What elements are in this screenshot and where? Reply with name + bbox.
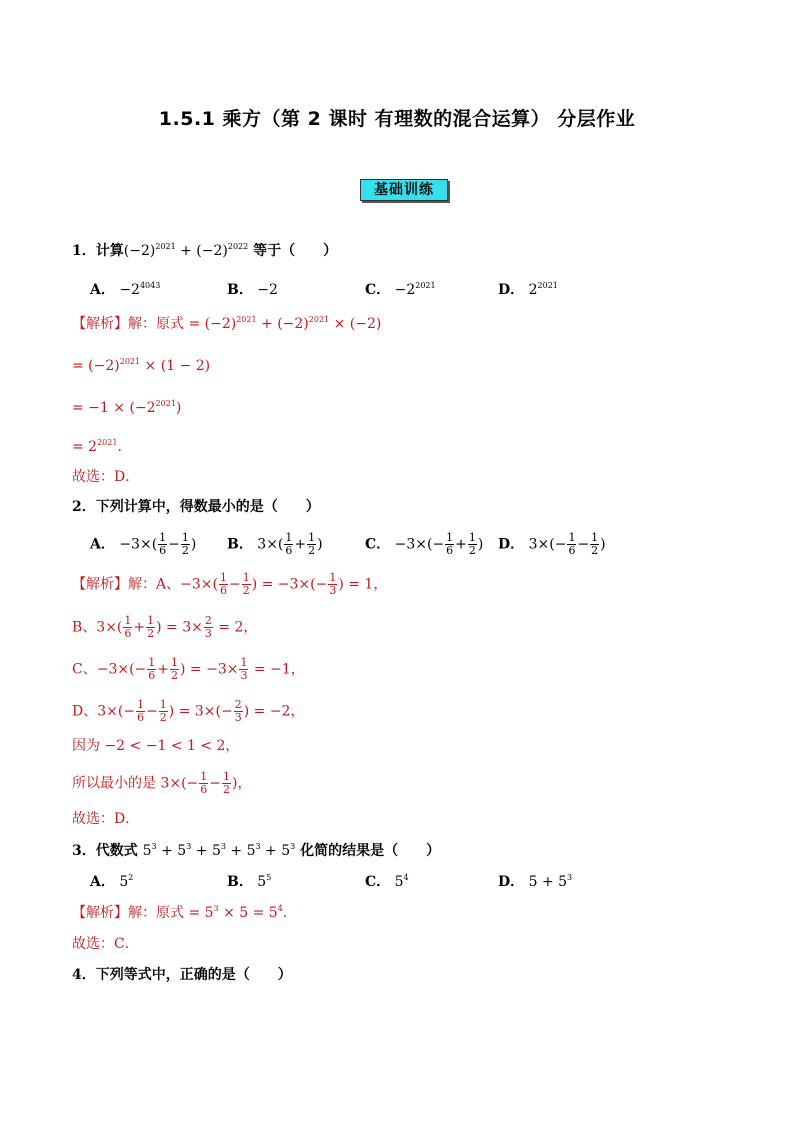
q3-solution: 【解析】解：原式 = $5^3 \times 5 = 5^4$． (72, 904, 297, 921)
page-title: 1.5.1 乘方（第 2 课时 有理数的混合运算） 分层作业 (158, 108, 636, 130)
q1-solution-line-4: = $2^{2021}$. (72, 438, 122, 455)
q3-option-c: C． $5^4$ (365, 873, 409, 890)
q1-option-a: A． $-2^{4043}$ (90, 281, 161, 298)
q1-solution-line-1: 【解析】解：原式 = $(-2)^{2021} + (-2)^{2021} \times (-2)$ (72, 315, 382, 332)
question-4-stem: 4．下列等式中，正确的是（ ） (72, 967, 292, 983)
q2-solution-c: C、−3×(− $\frac{1}{6}$ + $\frac{1}{2}$ ) = −3× $\frac{1}{3}$ = −1， (72, 656, 305, 682)
question-2-stem: 2．下列计算中，得数最小的是（ ） (72, 499, 320, 515)
q1-answer: 故选：D． (72, 469, 140, 485)
solution-tag: 【解析】 (72, 576, 128, 593)
q2-answer: 故选：D． (72, 811, 140, 827)
q2-solution-a: 【解析】解：A、−3×( $\frac{1}{6}$ − $\frac{1}{2}$ ) = −3×(− $\frac{1}{3}$ ) = 1， (72, 571, 388, 597)
solution-tag: 【解析】 (72, 316, 128, 332)
q2-because: 因为 −2 < −1 < 1 < 2， (72, 738, 240, 754)
q3-option-b: B． $5^5$ (227, 873, 272, 890)
q2-option-d: D． 3×(− $\frac{1}{6}$ − $\frac{1}{2}$ ) (498, 531, 606, 557)
question-1-stem: 1．计算$(-2)^{2021} + (-2)^{2022}$ 等于（ ） (72, 242, 338, 259)
q1-solution-line-3: = $-1 \times (-2^{2021})$ (72, 399, 182, 416)
q1-option-c: C． $-2^{2021}$ (365, 281, 436, 298)
solution-tag: 【解析】 (72, 905, 128, 921)
q2-option-c: C． −3×(− $\frac{1}{6}$ + $\frac{1}{2}$ ) (365, 531, 484, 557)
q2-conclusion: 所以最小的是 3×(− $\frac{1}{6}$ − $\frac{1}{2}$ )， (72, 770, 252, 796)
section-badge-wrap (360, 179, 448, 201)
q2-option-a: A． −3×( $\frac{1}{6}$ − $\frac{1}{2}$ ) (90, 531, 197, 557)
section-badge: 基础训练 (360, 179, 448, 201)
q2-solution-d: D、3×(− $\frac{1}{6}$ − $\frac{1}{2}$ ) = 3×(− $\frac{2}{3}$ ) = −2， (72, 698, 305, 724)
q1-option-d: D． $2^{2021}$ (498, 281, 558, 298)
q3-option-d: D． $5 + 5^3$ (498, 873, 573, 890)
q3-answer: 故选：C． (72, 936, 139, 952)
question-3-stem: 3．代数式 $5^3 + 5^3 + 5^3 + 5^3 + 5^3$ 化简的结果是（ ） (72, 842, 441, 859)
q3-option-a: A． $5^2$ (90, 873, 134, 890)
q1-solution-line-2: = $(-2)^{2021} \times (1 - 2)$ (72, 357, 211, 374)
q2-solution-b: B、3×( $\frac{1}{6}$ + $\frac{1}{2}$ ) = 3× $\frac{2}{3}$ = 2， (72, 614, 258, 640)
q2-option-b: B． 3×( $\frac{1}{6}$ + $\frac{1}{2}$ ) (227, 531, 323, 557)
q1-option-b: B． −2 (227, 282, 278, 298)
